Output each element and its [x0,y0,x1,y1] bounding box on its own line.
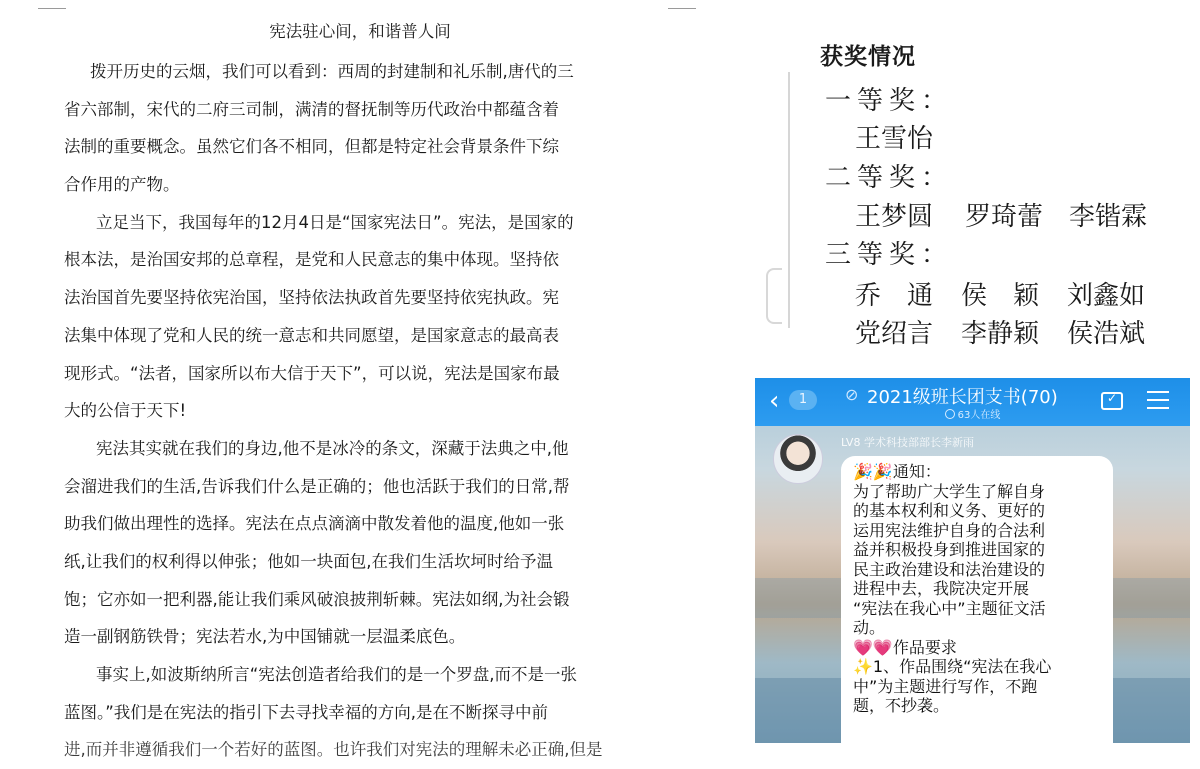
essay-line: 省六部制，宋代的二府三司制，满清的督抚制等历代政治中都蕴含着 [64,99,559,119]
message-line: 民主政治建设和法治建设的 [853,559,1046,579]
message-text: 作品要求 [892,637,957,657]
winner-name: 罗琦蕾 [965,202,1044,232]
calendar-check-icon[interactable] [1101,392,1123,410]
essay-line: 饱；它亦如一把利器,能让我们乘风破浪披荆斩棘。宪法如纲,为社会锻 [64,589,570,609]
winner-name: 党绍言 [855,319,934,349]
essay-body [64,53,690,769]
sparkle-icon: ✨ [853,657,873,676]
chat-title[interactable]: 2021级班长团支书(70) [867,387,1058,408]
message-line: 中”为主题进行写作，不跑 [853,676,1038,696]
message-bubble[interactable] [841,456,1113,743]
winner-name: 李静颖 [961,319,1040,349]
essay-title: 宪法驻心间，和谐普人间 [269,22,451,41]
winner-name: 乔 通 [855,281,934,311]
essay-line: 纸,让我们的权利得以伸张；他如一块面包,在我们生活坎坷时给予温 [64,551,553,571]
online-count [755,406,1190,421]
message-line: 动。 [853,618,886,637]
heart-icon: 💗💗 [853,637,893,657]
essay-line: 蓝图。”我们是在宪法的指引下去寻找幸福的方向,是在不断探寻中前 [64,702,549,722]
chat-header [755,378,1190,426]
group-chat-icon: ⊘ [845,385,859,404]
essay-line: 法制的重要概念。虽然它们各不相同，但都是特定社会背景条件下综 [64,137,559,157]
sender-name: LV8 学术科技部部长李新雨 [841,436,974,449]
third-prize-names-row2 [855,313,1145,350]
second-prize-label: 二等奖： [825,163,954,193]
essay-line: 助我们做出理性的选择。宪法在点点滴滴中散发着他的温度,他如一张 [64,514,565,534]
message-line: 的基本权利和义务、更好的 [853,501,1046,520]
group-chat-screenshot [755,378,1190,743]
back-arrow-icon[interactable]: ‹ [769,386,780,416]
message-line: 运用宪法维护自身的合法利 [853,520,1046,540]
essay-line: 事实上,如波斯纳所言“宪法创造者给我们的是一个罗盘,而不是一张 [96,665,578,684]
party-popper-icon: 🎉🎉 [853,462,893,481]
message-line [853,657,1101,677]
third-prize-names-row1 [855,275,1145,312]
message-text: 通知： [892,462,941,481]
message-line: 为了帮助广大学生了解自身 [853,481,1046,501]
winner-name: 侯浩斌 [1067,319,1146,349]
unread-badge[interactable]: 1 [789,390,817,410]
message-line: 进程中去，我院决定开展 [853,579,1030,598]
message-line: 题，不抄袭。 [853,696,950,715]
first-prize-names [855,118,933,155]
divider-line [788,72,790,328]
winner-name: 王梦圆 [855,202,934,232]
essay-line: 大的公信于天下! [64,401,187,421]
essay-line: 根本法，是治国安邦的总章程，是党和人民意志的集中体现。坚持依 [64,250,559,270]
page-edge-left [38,8,66,9]
winner-name: 刘鑫如 [1067,281,1146,311]
third-prize-label: 三等奖： [825,240,954,270]
menu-icon[interactable] [1147,391,1169,409]
winner-name: 李锴霖 [1069,202,1148,232]
awards-title: 获奖情况 [820,44,916,70]
essay-line: 会溜进我们的生活,告诉我们什么是正确的；他也活跃于我们的日常,帮 [64,476,570,496]
second-prize-names [855,196,1147,233]
first-prize-label: 一等奖： [825,86,954,116]
binder-clip-icon [766,268,782,324]
online-icon [945,409,955,419]
essay-line: 法集中体现了党和人民的统一意志和共同愿望，是国家意志的最高表 [64,325,559,345]
message-line: “宪法在我心中”主题征文活 [853,598,1046,618]
message-text: 1、作品围绕“宪法在我心 [872,657,1052,676]
essay-line: 法治国首先要坚持依宪治国，坚持依法执政首先要坚持依宪执政。宪 [64,288,559,308]
message-line: 益并积极投身到推进国家的 [853,540,1046,559]
essay-line: 立足当下，我国每年的12月4日是“国家宪法日”。宪法，是国家的 [96,212,574,232]
essay-line: 现形式。“法者，国家所以布大信于天下”，可以说，宪法是国家布最 [64,363,560,383]
essay-line: 宪法其实就在我们的身边,他不是冰冷的条文，深藏于法典之中,他 [96,438,569,458]
essay-line: 合作用的产物。 [64,175,180,195]
winner-name: 侯 颖 [961,281,1040,311]
awards-panel [760,0,1200,375]
message-line [853,462,1101,482]
essay-line: 拨开历史的云烟，我们可以看到：西周的封建制和礼乐制,唐代的三 [90,62,574,81]
avatar[interactable] [773,434,823,484]
message-line [853,638,1101,658]
page-edge-right [668,8,696,9]
online-text: 63人在线 [957,410,1001,421]
winner-name: 王雪怡 [855,124,934,154]
essay-line: 进,而并非遵循我们一个若好的蓝图。也许我们对宪法的理解未必正确,但是 [64,740,603,760]
essay-line: 造一副钢筋铁骨；宪法若水,为中国铺就一层温柔底色。 [64,627,466,647]
